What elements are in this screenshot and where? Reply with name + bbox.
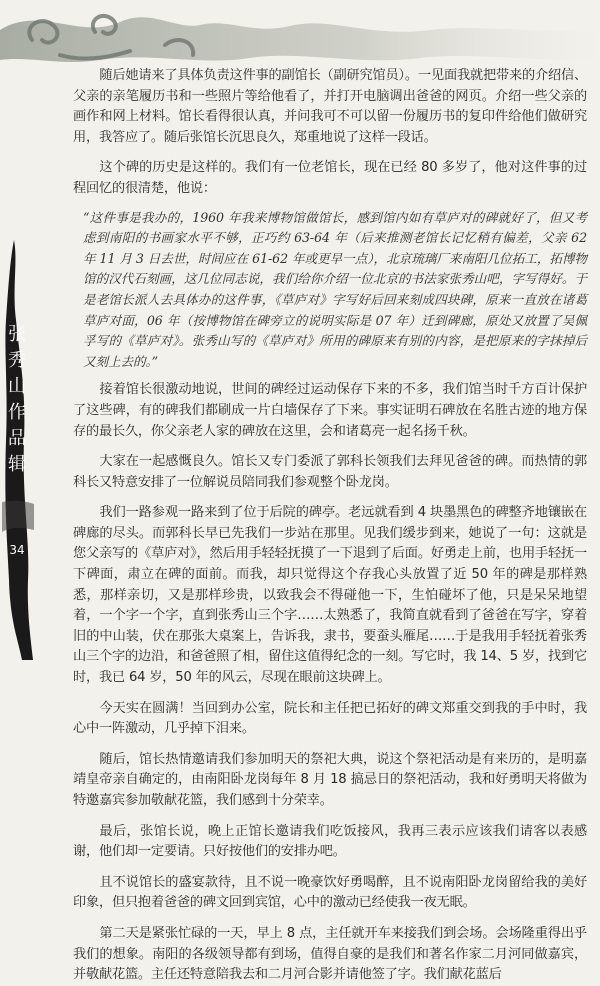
paragraph: 接着馆长很激动地说，世间的碑经过运动保存下来的不多，我们馆当时千方百计保护了这些碑，有的碑我们都刷成一片白墙保存了下来。事实证明石碑放在名胜古迹的地方保存的最长久，你父亲老人家的碑放在这里，会和诸葛亮一起名扬千秋。 xyxy=(73,382,587,439)
paragraph: 最后，张馆长说，晚上正馆长邀请我们吃饭接风，我再三表示应该我们请客以表感谢，他们却一定要请。只好按他们的安排办吧。 xyxy=(73,823,587,860)
paragraph: 第二天是紧张忙碌的一天，早上 8 点，主任就开车来接我们到会场。会场隆重得出乎我们的想象。南阳的各级领导都有到场，值得自豪的是我们和著名作家二月河同做嘉宾，并敬献花篮。主任还特意陪我去和二月河合影并请他签了字。我们献花蓝后 xyxy=(73,925,587,983)
book-title-vertical: 张秀山作品辑 xyxy=(8,324,26,475)
paragraph: 且不说馆长的盛宴款待，且不说一晚豪饮好勇喝醉，且不说南阳卧龙岗留给我的美好印象，但只抱着爸爸的碑文回到宾馆，心中的激动已经使我一夜无眠。 xyxy=(73,874,587,911)
paragraph: 大家在一起感慨良久。馆长又专门委派了郭科长领我们去拜见爸爸的碑。而热情的郭科长又特意安排了一位解说员陪同我们参观整个卧龙岗。 xyxy=(73,454,587,490)
quoted-recollection: “这件事是我办的，1960 年我来博物馆做馆长，感到馆内如有草庐对的碑就好了，但又考虑到南阳的书画家水平不够，正巧约 63-64 年（后来推测老馆长记忆稍有偏差，父亲 62 年 11 月 3 日去世，时间应在 61-62 年或更早一点），北京琉璃厂来南阳几位拓工，拓博物馆的汉代石刻画，这几位同志说，我们给你介绍一位北京的书法家张秀山吧，字写得好。于是老馆长派人去具体办的这件事，《草庐对》字写好后回来刻成四块碑，原来一直放在诸葛草庐对面，06 年（按博物馆在碑旁立的说明实际是 07 年）迁到碑廊，原处又放置了吴佩孚写的《草庐对》。张秀山写的《草庐对》所用的碑原来有别的内容，是把原来的字抹掉后又刻上去的。” xyxy=(83,209,587,369)
cloud-ornament xyxy=(0,0,600,70)
page-number: 34 xyxy=(9,543,25,557)
paragraph: 随后，馆长热情邀请我们参加明天的祭祀大典，说这个祭祀活动是有来历的，是明嘉靖皇帝亲自确定的，由南阳卧龙岗每年 8 月 18 搞忌日的祭祀活动，我和好勇明天将做为特邀嘉宾参加敬献花篮，我们感到十分荣幸。 xyxy=(73,751,587,808)
article-body xyxy=(73,66,587,986)
paragraph: 这个碑的历史是这样的。我们有一位老馆长，现在已经 80 多岁了，他对这件事的过程回忆的很清楚，他说： xyxy=(73,160,587,196)
paragraph: 今天实在圆满！当回到办公室，院长和主任把已拓好的碑文郑重交到我的手中时，我心中一阵激动，几乎掉下泪来。 xyxy=(73,700,587,737)
paragraph: 我们一路参观一路来到了位于后院的碑亭。老远就看到 4 块墨黑色的碑整齐地镶嵌在碑廊的尽头。而郭科长早已先我们一步站在那里。见我们缓步到来，她说了一句：这就是您父亲写的《草庐对》，然后用手轻轻抚摸了一下退到了后面。好勇走上前，也用手轻抚一下碑面，肃立在碑的面前。而我，却只觉得这个存我心头放置了近 50 年的碑是那样熟悉，那样亲切，又是那样珍贵，以致我会不得碰他一下，生怕碰坏了他，只是呆呆地望着，一个字一个字，直到张秀山三个字……太熟悉了，我简直就看到了爸爸在写字，穿着旧的中山装，伏在那张大桌案上，告诉我，隶书，要蚕头雁尾……于是我用手轻抚着张秀山三个字的边沿，和爸爸照了相，留住这值得纪念的一刻。写它时，我 14、5 岁，找到它时，我已 64 岁，50 年的风云，尽现在眼前这块碑上。 xyxy=(73,505,587,686)
paragraph: 随后她请来了具体负责这件事的副馆长（副研究馆员）。一见面我就把带来的介绍信、父亲的亲笔履历书和一些照片等给他看了，并打开电脑调出爸爸的网页。介绍一些父亲的画作和网上材料。馆长看得很认真，并问我可不可以留一份履历书的复印件给他们做研究用，我答应了。随后张馆长沉思良久，郑重地说了这样一段话。 xyxy=(73,68,587,145)
